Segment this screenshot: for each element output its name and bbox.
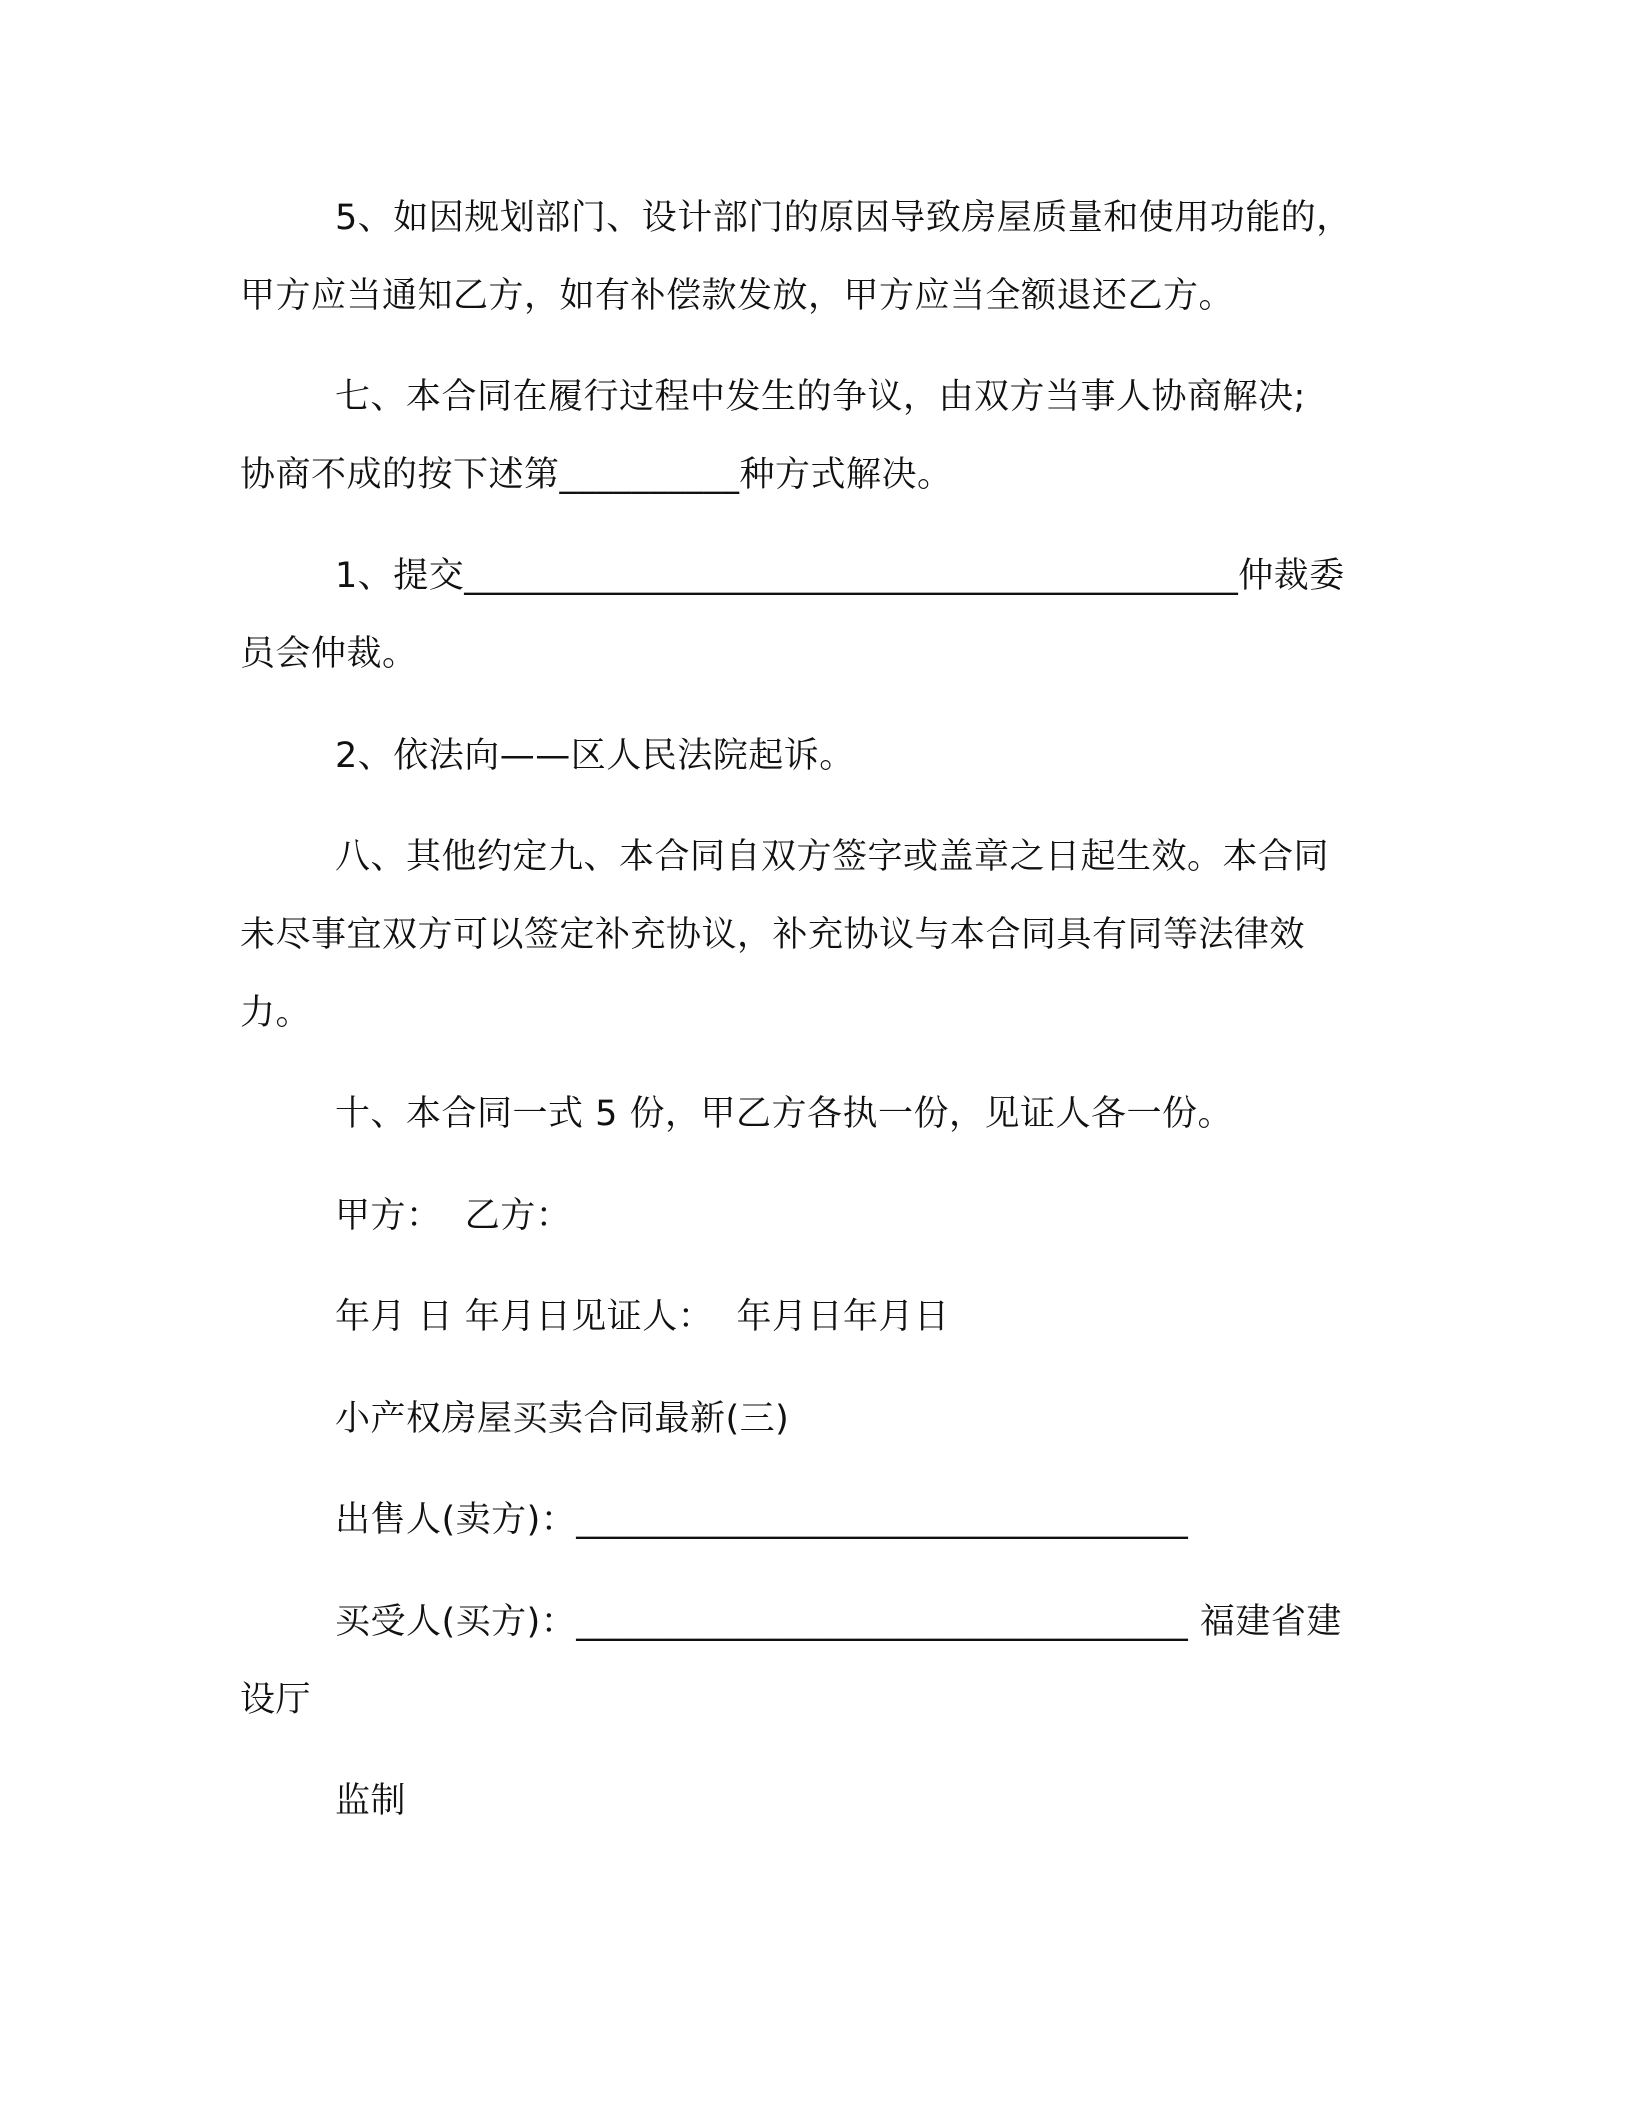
supervision-line: 监制 (335, 1781, 407, 1821)
clause-8-9-line-3: 力。 (240, 993, 312, 1033)
clause-7-line-1: 七、本合同在履行过程中发生的争议，由双方当事人协商解决; (335, 377, 1306, 417)
option-1-line-2: 员会仲裁。 (240, 634, 418, 674)
clause-5-line-2: 甲方应当通知乙方，如有补偿款发放，甲方应当全额退还乙方。 (240, 276, 1235, 316)
seller-line: 出售人(卖方)：__________________________________ (335, 1500, 1189, 1540)
dates-line: 年月 日 年月日见证人： 年月日年月日 (335, 1297, 950, 1337)
option-1-line-1: 1、提交___________________________________________仲裁委 (335, 556, 1345, 596)
section-title: 小产权房屋买卖合同最新(三) (335, 1399, 790, 1439)
clause-8-9-line-2: 未尽事宜双方可以签定补充协议，补充协议与本合同具有同等法律效 (240, 915, 1306, 955)
clause-5-line-1: 5、如因规划部门、设计部门的原因导致房屋质量和使用功能的， (335, 198, 1352, 238)
clause-7-line-2: 协商不成的按下述第__________种方式解决。 (240, 455, 953, 495)
clause-8-9-line-1: 八、其他约定九、本合同自双方签字或盖章之日起生效。本合同 (335, 837, 1330, 877)
clause-10-line: 十、本合同一式 5 份，甲乙方各执一份，见证人各一份。 (335, 1094, 1234, 1134)
buyer-line-2: 设厅 (240, 1680, 312, 1720)
parties-line: 甲方： 乙方： (335, 1196, 572, 1236)
buyer-line-1: 买受人(买方)：__________________________________ 福建省建 (335, 1602, 1342, 1642)
option-2-line: 2、依法向——区人民法院起诉。 (335, 736, 855, 776)
